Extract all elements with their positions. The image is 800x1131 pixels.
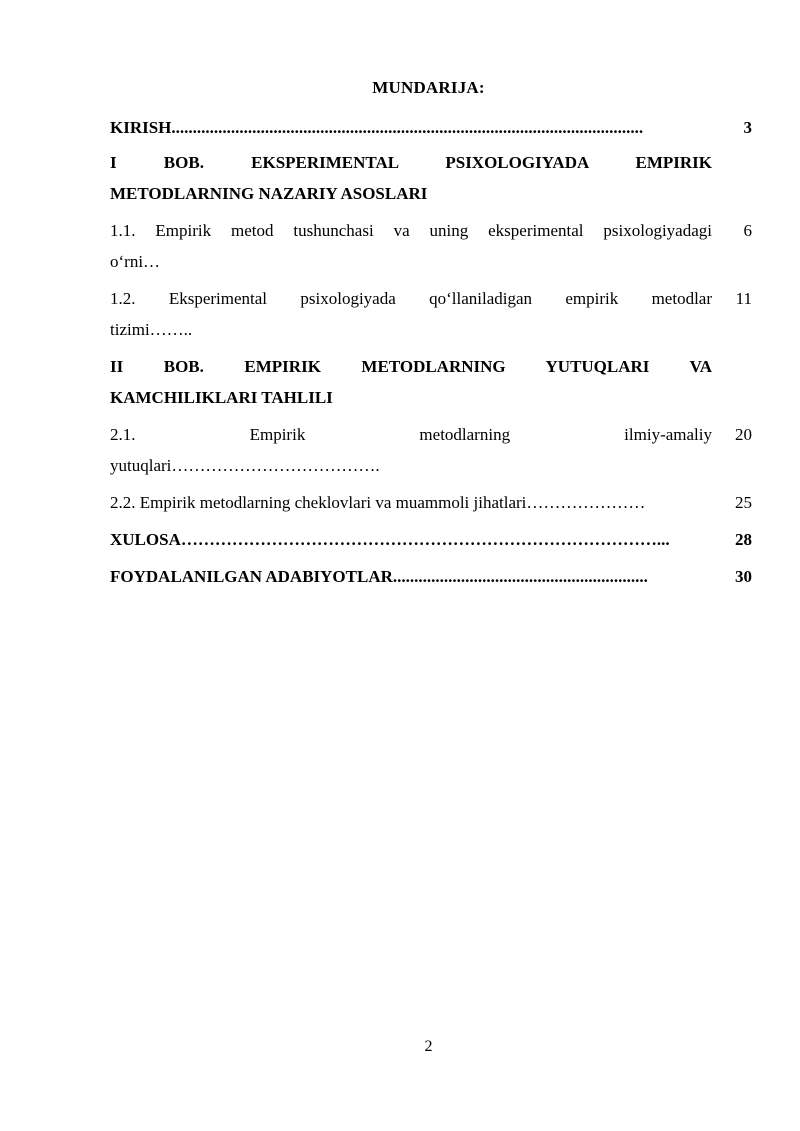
toc-entry-page: 28 xyxy=(735,530,752,549)
toc-entry-page: 6 xyxy=(743,221,752,240)
toc-entry-line: 1.2. Eksperimental psixologiyada qo‘llaniladigan empirik metodlar xyxy=(110,289,712,308)
toc-entry-2-1[interactable] xyxy=(110,419,752,481)
toc-entry-references[interactable] xyxy=(110,561,752,592)
toc-entry-text xyxy=(110,283,712,345)
toc-entry-line: tizimi…….. xyxy=(110,320,193,339)
toc-entry-text: FOYDALANILGAN ADABIYOTLAR............................................................ xyxy=(110,567,648,586)
toc-entry-line: yutuqlari………………………………. xyxy=(110,456,380,475)
toc-entry-page: 11 xyxy=(735,289,752,308)
toc-entry-line: 1.1. Empirik metod tushunchasi va uning eksperimental psixologiyadagi xyxy=(110,221,712,240)
toc-entry-page: 25 xyxy=(735,493,752,512)
toc-entry-1-2[interactable] xyxy=(110,283,752,345)
toc-entry-page: 30 xyxy=(735,567,752,586)
toc-entry-line: METODLARNING NAZARIY ASOSLARI xyxy=(110,184,428,203)
toc-entry-line: II BOB. EMPIRIK METODLARNING YUTUQLARI VA xyxy=(110,357,712,376)
toc-entry-text xyxy=(110,147,712,209)
table-of-contents xyxy=(110,112,752,592)
toc-entry-text: 2.2. Empirik metodlarning cheklovlari va muammoli jihatlari………………… xyxy=(110,493,646,512)
page-number: 2 xyxy=(424,1038,433,1055)
toc-entry-text xyxy=(110,215,712,277)
toc-entry-text: XULOSA…………………………………………………………………………... xyxy=(110,530,670,549)
toc-entry-line: I BOB. EKSPERIMENTAL PSIXOLOGIYADA EMPIRIK xyxy=(110,153,712,172)
toc-entry-page: 3 xyxy=(743,118,752,137)
toc-entry-text: KIRISH............................................................................................................... xyxy=(110,118,644,137)
toc-entry-2-2[interactable] xyxy=(110,487,752,518)
toc-entry-xulosa[interactable] xyxy=(110,524,752,555)
toc-entry-page: 20 xyxy=(735,425,752,444)
toc-entry-kirish[interactable] xyxy=(110,112,752,143)
toc-entry-text xyxy=(110,351,712,413)
toc-heading: MUNDARIJA: xyxy=(372,78,485,97)
toc-entry-line: o‘rni… xyxy=(110,252,161,271)
toc-entry-line: 2.1. Empirik metodlarning ilmiy-amaliy xyxy=(110,425,712,444)
toc-entry-chapter-1[interactable] xyxy=(110,147,752,209)
toc-entry-line: KAMCHILIKLARI TAHLILI xyxy=(110,388,333,407)
toc-entry-chapter-2[interactable] xyxy=(110,351,752,413)
toc-entry-1-1[interactable] xyxy=(110,215,752,277)
toc-entry-text xyxy=(110,419,712,481)
